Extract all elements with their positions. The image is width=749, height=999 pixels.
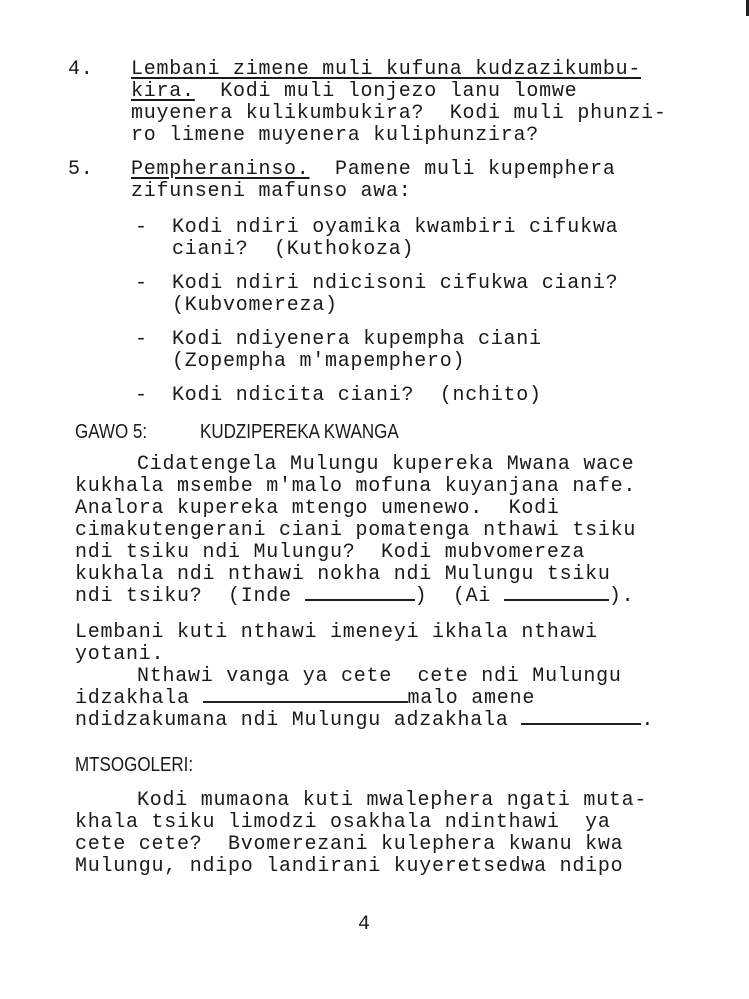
paragraph-1-line xyxy=(75,585,634,609)
paragraph-3-line: Mulungu, ndipo landirani kuyeretsedwa ndipo xyxy=(75,855,624,878)
paragraph-1-line: Analora kupereka mtengo umenewo. Kodi xyxy=(75,497,560,520)
paragraph-2-line: yotani. xyxy=(75,643,165,666)
paragraph-1-line: cimakutengerani ciani pomatenga nthawi tsiku xyxy=(75,519,637,542)
item-4-line-1: Lembani zimene muli kufuna kudzazikumbu- xyxy=(131,58,642,81)
paragraph-1-line: ndi tsiku ndi Mulungu? Kodi mubvomereza xyxy=(75,541,586,564)
bullet-dash: - xyxy=(135,216,148,239)
fill-in-blank[interactable] xyxy=(521,709,641,725)
paragraph-1-line: Cidatengela Mulungu kupereka Mwana wace xyxy=(137,453,635,476)
item-4-line-2 xyxy=(131,80,577,104)
bullet-dash: - xyxy=(135,328,148,351)
bullet-1-line-1: Kodi ndiri oyamika kwambiri cifukwa xyxy=(172,216,619,239)
text: ndidzakumana ndi Mulungu adzakhala xyxy=(75,709,509,732)
paragraph-2-line xyxy=(75,709,654,733)
item-5-line-1 xyxy=(131,158,616,182)
bullet-dash: - xyxy=(135,384,148,407)
paragraph-2-line: Nthawi vanga ya cete cete ndi Mulungu xyxy=(137,665,622,688)
bullet-3-line-2: (Zopempha m'mapemphero) xyxy=(172,350,466,373)
section-label: GAWO 5: xyxy=(75,421,148,443)
page-number: 4 xyxy=(358,913,371,936)
text: . xyxy=(641,709,655,732)
item-4-line-4: ro limene muyenera kuliphunzira? xyxy=(131,124,540,147)
item-5-line-2: zifunseni mafunso awa: xyxy=(131,180,412,203)
bullet-4-line-1: Kodi ndicita ciani? (nchito) xyxy=(172,384,542,407)
bullet-3-line-1: Kodi ndiyenera kupempha ciani xyxy=(172,328,542,351)
item-5-title: Pempheraninso. xyxy=(131,158,310,181)
item-number-5: 5. xyxy=(68,158,94,181)
text: malo amene xyxy=(407,687,536,710)
paragraph-2-line: Lembani kuti nthawi imeneyi ikhala nthawi xyxy=(75,621,598,644)
item-4-underlined: kira. xyxy=(131,80,195,103)
paragraph-3-line: khala tsiku limodzi osakhala ndinthawi ya xyxy=(75,811,611,834)
fill-in-blank[interactable] xyxy=(203,687,408,703)
leader-heading: MTSOGOLERI: xyxy=(75,754,194,776)
item-4-text: Kodi muli lonjezo lanu lomwe xyxy=(194,80,578,103)
item-4-line-3: muyenera kulikumbukira? Kodi muli phunzi- xyxy=(131,102,667,125)
section-title: KUDZIPEREKA KWANGA xyxy=(200,421,399,443)
paragraph-1-line: kukhala msembe m'malo mofuna kuyanjana nafe. xyxy=(75,475,637,498)
ai-blank[interactable] xyxy=(504,585,609,601)
bullet-dash: - xyxy=(135,272,148,295)
item-5-text: Pamene muli kupemphera xyxy=(309,158,616,181)
paragraph-2-line xyxy=(75,687,535,711)
ai-label: ) (Ai xyxy=(414,585,492,608)
paragraph-3-line: Kodi mumaona kuti mwalephera ngati muta- xyxy=(137,789,648,812)
bullet-1-line-2: ciani? (Kuthokoza) xyxy=(172,238,415,261)
closing-punct: ). xyxy=(608,585,635,608)
bullet-2-line-2: (Kubvomereza) xyxy=(172,294,338,317)
inde-label: ndi tsiku? (Inde xyxy=(75,585,292,608)
paragraph-3-line: cete cete? Bvomerezani kulephera kwanu kwa xyxy=(75,833,624,856)
bullet-2-line-1: Kodi ndiri ndicisoni cifukwa ciani? xyxy=(172,272,619,295)
inde-blank[interactable] xyxy=(305,585,415,601)
item-number-4: 4. xyxy=(68,58,94,81)
paragraph-1-line: kukhala ndi nthawi nokha ndi Mulungu tsiku xyxy=(75,563,611,586)
text: idzakhala xyxy=(75,687,190,710)
